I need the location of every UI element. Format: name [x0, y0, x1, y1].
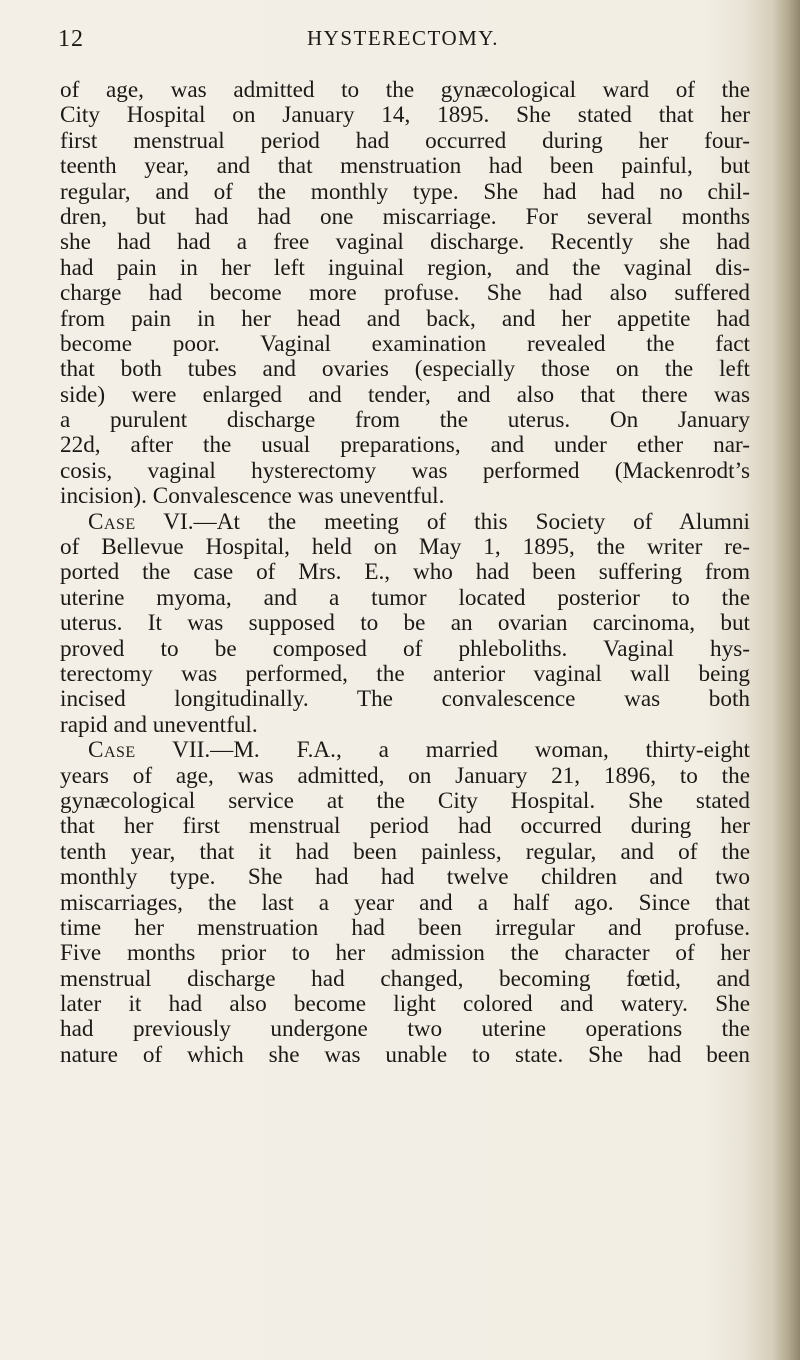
text-line: uterus. It was supposed to be an ovarian carcinoma, but [60, 610, 750, 637]
page-number: 12 [58, 26, 84, 52]
text-line: years of age, was admitted, on January 21, 1896, to the [60, 762, 750, 789]
text-line: incised longitudinally. The convalescence was both [60, 686, 750, 713]
text-line: menstrual discharge had changed, becoming fœtid, and [60, 965, 750, 992]
text-line: teenth year, and that menstruation had been painful, but [60, 153, 750, 180]
text-line: regular, and of the monthly type. She had had no chil- [60, 178, 750, 205]
text-line: rapid and uneventful. [60, 711, 258, 738]
case-heading-line: Case VI.—At the meeting of this Society of Alumni [88, 508, 750, 535]
text-line: of age, was admitted to the gynæcological ward of the [60, 77, 750, 103]
text-line: of Bellevue Hospital, held on May 1, 1895, the writer re- [60, 534, 750, 561]
text-line: terectomy was performed, the anterior vaginal wall being [60, 660, 750, 687]
text-line: 22d, after the usual preparations, and under ether nar- [60, 432, 750, 459]
text-line: monthly type. She had had twelve children and two [60, 864, 750, 891]
text-line: Five months prior to her admission the character of her [60, 940, 750, 967]
case-heading-line: Case VII.—M. F.A., a married woman, thirty-eight [88, 737, 750, 764]
text-line: had previously undergone two uterine operations the [60, 1016, 750, 1043]
text-line: uterine myoma, and a tumor located posterior to the [60, 584, 750, 611]
text-line: cosis, vaginal hysterectomy was performed (Mackenrodt’s [60, 457, 750, 484]
text-line: City Hospital on January 14, 1895. She stated that her [60, 102, 750, 129]
body-text [60, 78, 750, 1068]
text-line: tenth year, that it had been painless, regular, and of the [60, 838, 750, 865]
text-line: that both tubes and ovaries (especially those on the left [60, 356, 750, 383]
text-line: become poor. Vaginal examination revealed the fact [60, 330, 750, 357]
text-line: gynæcological service at the City Hospital. She stated [60, 787, 750, 814]
text-line: incision). Convalescence was uneventful. [60, 483, 445, 510]
text-line: nature of which she was unable to state. She had been [60, 1041, 750, 1068]
text-line: proved to be composed of phleboliths. Vaginal hys- [60, 635, 750, 662]
text-line: later it had also become light colored and watery. She [60, 991, 750, 1018]
text-line: from pain in her head and back, and her appetite had [60, 305, 750, 332]
text-line: charge had become more profuse. She had also suffered [60, 280, 750, 307]
text-line: side) were enlarged and tender, and also that there was [60, 381, 750, 408]
text-line: ported the case of Mrs. E., who had been suffering from [60, 559, 750, 586]
text-line: first menstrual period had occurred during her four- [60, 127, 750, 154]
text-line: she had had a free vaginal discharge. Recently she had [60, 229, 750, 256]
text-line: miscarriages, the last a year and a half ago. Since that [60, 889, 750, 916]
running-head: HYSTERECTOMY. [306, 26, 499, 50]
text-line: had pain in her left inguinal region, and the vaginal dis- [60, 254, 750, 281]
text-line: a purulent discharge from the uterus. On January [60, 407, 750, 434]
text-line: that her first menstrual period had occurred during her [60, 813, 750, 840]
page-header [58, 26, 748, 56]
text-line: time her menstruation had been irregular and profuse. [60, 914, 750, 941]
text-line: dren, but had had one miscarriage. For several months [60, 203, 750, 230]
page-edge-shadow [772, 0, 800, 1360]
